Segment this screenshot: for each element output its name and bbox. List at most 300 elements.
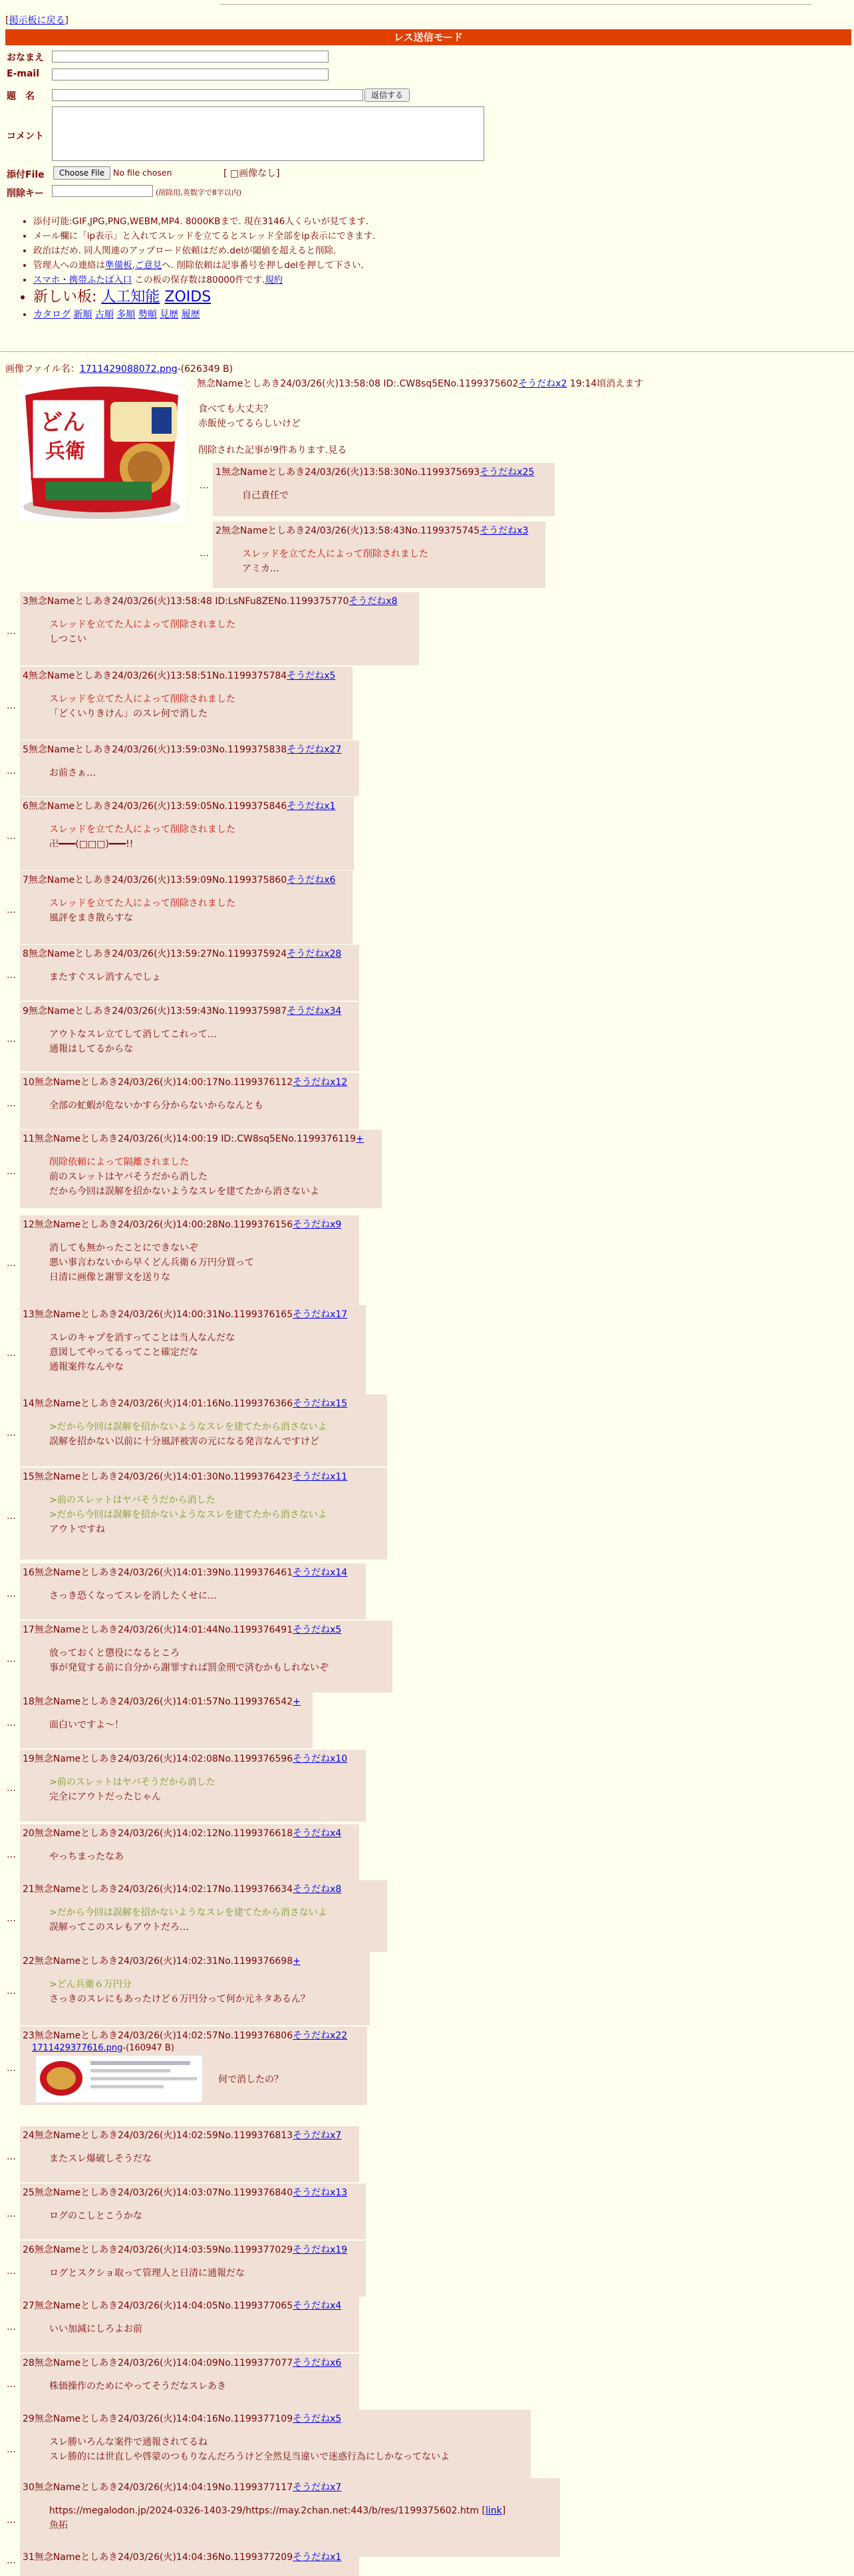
reply-body: [23, 1331, 363, 1374]
sodane-button[interactable]: そうだねx4: [293, 2301, 342, 2311]
sodane-button[interactable]: そうだねx7: [293, 2130, 342, 2141]
reply-menu-dots[interactable]: …: [7, 1986, 16, 1997]
feedback-link[interactable]: ご意見: [134, 260, 162, 271]
reply-post: [20, 1305, 366, 1396]
reply-line: またスレ爆破しそうだな: [49, 2154, 152, 2164]
name-input[interactable]: [52, 51, 329, 63]
op-file-prefix: 画像ファイル名：: [5, 364, 80, 375]
comment-textarea[interactable]: [52, 106, 484, 161]
delete-key-label: 削除キー: [7, 188, 44, 199]
sodane-button[interactable]: そうだねx6: [293, 2358, 342, 2368]
reply-header: [23, 947, 356, 961]
op-image-donbei[interactable]: [19, 375, 185, 522]
reply-line: いい加減にしろよお前: [49, 2324, 142, 2334]
reply-line: やっちまったなあ: [49, 1852, 124, 1862]
reply-header-text: 11無念Nameとしあき24/03/26(火)14:00:19 ID:.CW8sq5ENo.1199376119: [23, 1134, 356, 1144]
sodane-button[interactable]: そうだねx19: [293, 2245, 348, 2255]
reply-header: [23, 2356, 356, 2370]
reply-line: スレッドを立てた人によって削除されました: [49, 898, 235, 909]
archive-url[interactable]: https://megalodon.jp/2024-0326-1403-29/https://may.2chan.net:443/b/res/1199375602.htm: [49, 2505, 480, 2516]
reply-post: [20, 1880, 387, 1952]
reply-body: [23, 1718, 310, 1732]
sort-many-link[interactable]: 多順: [116, 309, 136, 320]
reply-header: [23, 595, 416, 608]
catalog-link[interactable]: カタログ: [33, 309, 71, 320]
reply-header-text: 25無念Nameとしあき24/03/26(火)14:03:07No.1199376840: [23, 2187, 293, 2198]
reply-menu-dots[interactable]: …: [7, 1166, 16, 1177]
reply-line: >だから今回は誤解を招かないようなスレを建てたから消さないよ: [49, 1907, 327, 1918]
sort-old-link[interactable]: 古順: [94, 309, 114, 320]
reply-line: 全部の虻蝦が危ないかすら分からないからなんとも: [49, 1100, 263, 1111]
reply-post: [20, 1130, 382, 1208]
reply-header-text: 26無念Nameとしあき24/03/26(火)14:03:59No.1199377029: [23, 2245, 293, 2255]
reply-header-text: 17無念Nameとしあき24/03/26(火)14:01:44No.1199376491: [23, 1625, 293, 1635]
reply-line: 面白いですよ〜！: [49, 1720, 124, 1730]
reply-menu-dots[interactable]: …: [7, 2266, 16, 2277]
reply-header: [215, 524, 543, 538]
reply-menu-dots[interactable]: …: [7, 831, 16, 842]
reply-header: [23, 1695, 310, 1708]
note-contact-text: 管理人への連絡は: [33, 260, 105, 271]
reply-header: [23, 1397, 384, 1410]
reply-line: アウトなスレ立てして消してこれって…: [49, 1029, 217, 1040]
reply-header: [23, 1132, 379, 1146]
sodane-button[interactable]: そうだねx5: [287, 671, 336, 681]
sodane-button[interactable]: +: [356, 1134, 364, 1144]
note-politics: • 政治はだめ. 同人関連のアップロード依頼はだめ.delが閾値を超えると削除.: [33, 243, 375, 258]
op-expire: 19:14頃消えます: [567, 379, 644, 389]
reply-post: [20, 945, 359, 1001]
op-line: 食べても大丈夫？: [198, 404, 273, 414]
svg-text:どん: どん: [40, 409, 85, 436]
reply-menu-dots[interactable]: …: [7, 2555, 16, 2566]
reply-header: [23, 743, 356, 756]
op-header-text: 無念Nameとしあき24/03/26(火)13:58:08 ID:.CW8sq5ENo.1199375602: [197, 379, 519, 389]
reply-post: [20, 1692, 313, 1748]
sodane-button[interactable]: そうだねx14: [293, 1567, 348, 1578]
reply-menu-dots[interactable]: …: [7, 2444, 16, 2455]
reply-line: スレ勝的には世直しや啓蒙のつもりなんだろうけど全然見当違いで迷惑行為にしかなってないよ: [49, 2452, 450, 2462]
sodane-button[interactable]: そうだねx9: [293, 1219, 342, 1230]
rules-link[interactable]: 規約: [265, 275, 283, 285]
sodane-button[interactable]: そうだねx27: [287, 744, 342, 755]
reply-body: [23, 1155, 379, 1199]
divider: [0, 351, 854, 352]
reply-post: [20, 2183, 366, 2239]
reply-body: [23, 2209, 363, 2223]
reply-line: ログとスクショ取って管理人と日清に通報だな: [49, 2268, 245, 2279]
sodane-button[interactable]: +: [293, 1696, 301, 1707]
comment-label: コメント: [7, 131, 44, 142]
subject-input[interactable]: [52, 89, 363, 101]
sodane-button[interactable]: そうだねx6: [287, 875, 336, 886]
sodane-button[interactable]: そうだねx8: [293, 1884, 342, 1895]
reply-header-text: 31無念Nameとしあき24/03/26(火)14:04:36No.1199377209: [23, 2552, 293, 2563]
reply-menu-dots[interactable]: …: [7, 905, 16, 915]
reply-header: [23, 2299, 356, 2313]
reply-line: またすぐスレ消すんでしょ: [49, 972, 161, 983]
reply-line: 日清に画像と謝罪文を送りな: [49, 1272, 170, 1283]
zoids-board-link[interactable]: ZOIDS: [164, 289, 212, 305]
reply-body: [215, 488, 552, 503]
reply-header: [23, 1076, 356, 1089]
reply-body: [23, 1493, 384, 1537]
reply-post: [20, 1002, 359, 1071]
reply-post: [20, 667, 353, 740]
reply-menu-dots[interactable]: …: [7, 2152, 16, 2162]
reply-header: [23, 1955, 367, 1968]
reply-header-text: 3無念Nameとしあき24/03/26(火)13:58:48 ID:LsNFu8ZENo.1199375770: [23, 596, 349, 607]
sodane-button[interactable]: そうだねx22: [293, 2030, 348, 2041]
op-file-link[interactable]: 1711429088072.png: [79, 364, 178, 375]
file-label: 添付File: [7, 170, 45, 180]
reply-post: [20, 740, 359, 796]
reply-body: [23, 1098, 356, 1113]
board-notes: [13, 214, 375, 322]
reply-link-line: https://megalodon.jp/2024-0326-1403-29/https://may.2chan.net:443/b/res/1199375602.htm [link]: [49, 2505, 506, 2516]
reply-header: [23, 2186, 363, 2199]
reply-post: [20, 1952, 370, 2025]
sodane-button[interactable]: そうだねx10: [293, 1754, 348, 1764]
reply-line: 風評をまき散らすな: [49, 913, 133, 923]
reply-menu-dots[interactable]: …: [7, 1783, 16, 1794]
sodane-button[interactable]: そうだねx5: [293, 1625, 342, 1635]
reply-line: 株価操作のためにやってそうだなスレあき: [49, 2381, 226, 2392]
reply-line: だから今回は誤解を招かないようなスレを建てたから消さないよ: [49, 1186, 319, 1197]
reply-line: お前さぁ…: [49, 768, 96, 778]
reply-post: [20, 2548, 359, 2576]
sort-new-link[interactable]: 新順: [73, 309, 92, 320]
note-sort-links: [33, 307, 375, 322]
reply-post: [20, 1073, 359, 1129]
reply-line: >前のスレットはヤバそうだから消した: [49, 1495, 215, 1506]
reply-header-text: 16無念Nameとしあき24/03/26(火)14:01:39No.1199376461: [23, 1567, 293, 1578]
reply-body: [23, 766, 356, 780]
reply-header: [23, 1470, 384, 1484]
sodane-button[interactable]: そうだねx8: [349, 596, 398, 607]
reply-header: [23, 2029, 364, 2042]
back-to-board-link[interactable]: 掲示板に戻る: [9, 15, 65, 26]
reply-menu-dots[interactable]: …: [7, 1034, 16, 1045]
reply-body: [23, 692, 350, 721]
reply-header: [23, 2129, 356, 2142]
reply-header-text: 12無念Nameとしあき24/03/26(火)14:00:28No.1199376156: [23, 1219, 293, 1230]
reply-post: [213, 463, 555, 516]
reply-body: [23, 1977, 367, 2007]
reply-post: [20, 1750, 366, 1822]
reply-line: 卍━━━(□□□)━━━!!: [49, 839, 134, 850]
reply-file-link[interactable]: 1711429377616.png: [32, 2043, 123, 2053]
reply-header-text: 4無念Nameとしあき24/03/26(火)13:58:51No.1199375784: [23, 671, 287, 681]
reply-header-text: 23無念Nameとしあき24/03/26(火)14:02:57No.1199376806: [23, 2030, 293, 2041]
reply-header-text: 29無念Nameとしあき24/03/26(火)14:04:16No.1199377109: [23, 2414, 293, 2424]
reply-menu-dots[interactable]: …: [200, 548, 209, 559]
reply-body: [23, 2266, 363, 2281]
delete-key-input[interactable]: [52, 185, 153, 197]
reply-image-row: [23, 2056, 364, 2102]
reply-header-text: 7無念Nameとしあき24/03/26(火)13:59:09No.1199375860: [23, 875, 287, 886]
reply-post: [20, 1468, 387, 1559]
reply-menu-dots[interactable]: …: [7, 970, 16, 981]
deleted-posts-note[interactable]: 削除された記事が9件あります.見る: [198, 445, 347, 456]
reply-file-size: -(160947 B): [122, 2043, 174, 2053]
reply-line: 削除依頼によって隔離されました: [49, 1157, 189, 1168]
op-file-size: -(626349 B): [177, 364, 233, 375]
reply-body: [23, 2379, 356, 2394]
reply-header-text: 2無念Nameとしあき24/03/26(火)13:58:43No.1199375745: [215, 526, 480, 536]
reply-header-text: 22無念Nameとしあき24/03/26(火)14:02:31No.1199376698: [23, 1956, 293, 1967]
reply-post: [20, 1563, 366, 1619]
reply-header-text: 5無念Nameとしあき24/03/26(火)13:59:03No.1199375838: [23, 744, 287, 755]
reply-header-text: 19無念Nameとしあき24/03/26(火)14:02:08No.1199376596: [23, 1754, 293, 1764]
note-contact: • 管理人への連絡は準備板,ご意見へ. 削除依頼は記事番号を押しdelを押して下さい.: [33, 258, 375, 273]
sort-momentum-link[interactable]: 勢順: [138, 309, 157, 320]
reply-line: スレのキャプを消すってことは当人なんだな: [49, 1333, 235, 1343]
reply-line: >どん兵衛６万円分: [49, 1979, 132, 1990]
sodane-button[interactable]: そうだねx25: [480, 467, 535, 478]
reply-header-text: 18無念Nameとしあき24/03/26(火)14:01:57No.1199376542: [23, 1696, 293, 1707]
reply-header-text: 21無念Nameとしあき24/03/26(火)14:02:17No.1199376634: [23, 1884, 293, 1895]
reply-line: スレ勝いろんな案件で通報されてるね: [49, 2437, 208, 2448]
reply-line: 誤解を招かない以前に十分風評被害の元になる発言なんですけど: [49, 1436, 319, 1447]
sodane-button[interactable]: そうだねx28: [287, 949, 342, 959]
reply-menu-dots[interactable]: …: [7, 2379, 16, 2390]
reply-body: [23, 1589, 363, 1603]
reply-body: [23, 617, 416, 647]
reply-body: [23, 1850, 356, 1864]
reply-body: [23, 896, 350, 925]
sodane-button[interactable]: +: [293, 1956, 301, 1967]
reply-menu-dots[interactable]: …: [7, 2515, 16, 2525]
reply-header-text: 15無念Nameとしあき24/03/26(火)14:01:30No.1199376423: [23, 1472, 293, 1482]
reply-post: [20, 1215, 359, 1306]
sodane-button[interactable]: そうだねx5: [293, 2414, 342, 2424]
sodane-button[interactable]: そうだねx17: [293, 1309, 348, 1320]
reply-post: [20, 2026, 367, 2105]
reply-line: 自己責任で: [242, 490, 289, 501]
name-label: おなまえ: [7, 53, 44, 63]
reply-header-text: 28無念Nameとしあき24/03/26(火)14:04:09No.1199377077: [23, 2358, 293, 2368]
reply-body: [23, 2152, 356, 2166]
reply-header: [23, 1005, 356, 1018]
reply-body: [23, 2503, 557, 2533]
reply-menu-dots[interactable]: …: [7, 2322, 16, 2333]
reply-post: [20, 1824, 359, 1880]
reply-line: >だから今回は誤解を招かないようなスレを建てたから消さないよ: [49, 1422, 327, 1432]
reply-header-text: 30無念Nameとしあき24/03/26(火)14:04:19No.1199377117: [23, 2482, 293, 2493]
reply-menu-dots[interactable]: …: [200, 480, 209, 491]
reply-header-text: 24無念Nameとしあき24/03/26(火)14:02:59No.1199376813: [23, 2130, 293, 2141]
email-label: E-mail: [7, 69, 40, 79]
reply-menu-dots[interactable]: …: [7, 1850, 16, 1860]
reply-menu-dots[interactable]: …: [7, 1098, 16, 1109]
submit-button[interactable]: 返信する: [364, 88, 410, 102]
reply-header-text: 1無念Nameとしあき24/03/26(火)13:58:30No.1199375693: [215, 467, 480, 478]
reply-header: [23, 1623, 390, 1637]
reply-header-text: 14無念Nameとしあき24/03/26(火)14:01:16No.1199376366: [23, 1398, 293, 1409]
sodane-button[interactable]: そうだねx1: [293, 2552, 342, 2563]
reply-post: [20, 2410, 531, 2484]
no-file-text: No file chosen: [113, 168, 172, 178]
reply-post: [20, 2478, 560, 2557]
reply-body: [23, 1241, 356, 1285]
top-rule: [219, 4, 811, 5]
reply-menu-dots[interactable]: …: [7, 1258, 16, 1269]
op-sodane-button[interactable]: そうだねx2: [518, 379, 567, 389]
form-title: レス送信モード: [5, 29, 851, 45]
reply-line: ログのこしとこうかな: [49, 2211, 142, 2221]
sodane-button[interactable]: そうだねx11: [293, 1472, 348, 1482]
reply-post: [20, 871, 353, 944]
reply-post: [20, 1394, 387, 1466]
op-body: [198, 402, 347, 458]
sodane-button[interactable]: そうだねx4: [293, 1828, 342, 1839]
reply-header: [23, 1566, 363, 1579]
reply-header: [215, 466, 552, 479]
reply-body: [23, 1905, 384, 1935]
reply-line: 前のスレットはヤバそうだから消した: [49, 1172, 208, 1182]
reply-body: [23, 2322, 356, 2336]
op-header: [197, 377, 643, 390]
sodane-button[interactable]: そうだねx7: [293, 2482, 342, 2493]
reply-file-line: [23, 2042, 364, 2054]
link-button[interactable]: link: [485, 2505, 502, 2516]
reply-header: [23, 1752, 363, 1766]
reply-header: [23, 1218, 356, 1231]
reply-header-text: 13無念Nameとしあき24/03/26(火)14:00:31No.1199376165: [23, 1309, 293, 1320]
subject-label: 題 名: [7, 91, 35, 102]
reply-line: 「どくいりきけん」のスレ何で消した: [49, 709, 208, 719]
reply-header-text: 27無念Nameとしあき24/03/26(火)14:04:05No.1199377065: [23, 2301, 293, 2311]
reply-menu-dots[interactable]: …: [7, 766, 16, 776]
reply-body: [23, 1646, 390, 1675]
reply-header: [23, 1827, 356, 1840]
reply-line: 悪い事言わないから早くどん兵衛６万円分買って: [49, 1257, 254, 1268]
reply-post: [20, 797, 354, 870]
reply-line: 通報案件なんやな: [49, 1362, 124, 1372]
reply-menu-dots[interactable]: …: [7, 1589, 16, 1599]
sodane-button[interactable]: そうだねx34: [287, 1006, 342, 1017]
reply-line: >だから今回は誤解を招かないようなスレを建てたから消さないよ: [49, 1510, 327, 1520]
history-link[interactable]: 履歴: [181, 309, 200, 320]
reply-menu-dots[interactable]: …: [7, 1913, 16, 1924]
reply-header: [23, 1883, 384, 1896]
reply-line: さっきのスレにもあったけど６万円分って何か元ネタあるん？: [49, 1994, 310, 2005]
mobile-entrance-link[interactable]: スマホ・携帯ふたば入口: [33, 275, 132, 285]
note-ip: • メール欄に「ip表示」と入れてスレッドを立てるとスレッド全部をip表示にできます.: [33, 229, 375, 243]
reply-header-text: 8無念Nameとしあき24/03/26(火)13:59:27No.1199375924: [23, 949, 287, 959]
reply-post: [20, 2354, 359, 2410]
note-contact-text-2: へ. 削除依頼は記事番号を押しdelを押して下さい.: [162, 260, 364, 271]
reply-line: さっき恐くなってスレを消したくせに…: [49, 1591, 217, 1601]
reply-line: 放っておくと懲役になるところ: [49, 1648, 180, 1659]
reply-body: [23, 1027, 356, 1056]
reply-line: 意図してやってるってこと確定だな: [49, 1347, 198, 1358]
email-input[interactable]: [52, 69, 329, 80]
reply-line: 事が発覚する前に自分から謝罪すれば罰金刑で済むかもしれないぞ: [49, 1663, 329, 1673]
reply-body: [23, 970, 356, 985]
reply-header-text: 20無念Nameとしあき24/03/26(火)14:02:12No.1199376618: [23, 1828, 293, 1839]
prep-board-link[interactable]: 準備板: [105, 260, 132, 271]
reply-line: スレッドを立てた人によって削除されました: [49, 824, 235, 835]
reply-post: [213, 522, 545, 588]
reply-line: スレッドを立てた人によって削除されました: [242, 549, 428, 560]
reply-header: [23, 2551, 356, 2564]
reply-header-text: 10無念Nameとしあき24/03/26(火)14:00:17No.1199376112: [23, 1077, 293, 1088]
reply-line: 魚拓: [49, 2520, 68, 2531]
reply-post: [20, 2241, 366, 2297]
reply-body: [23, 1420, 384, 1449]
op-file-line: [5, 362, 233, 375]
reply-line: 何で消したの？: [218, 2074, 283, 2085]
reply-header: [23, 2243, 363, 2257]
reply-menu-dots[interactable]: …: [7, 701, 16, 711]
reply-line: しつこい: [49, 634, 86, 645]
sodane-button[interactable]: そうだねx13: [293, 2187, 348, 2198]
reply-line: 完全にアウトだったじゃん: [49, 1792, 161, 1802]
reply-line: >前のスレットはヤバそうだから消した: [49, 1777, 215, 1788]
reply-header-text: 6無念Nameとしあき24/03/26(火)13:59:05No.1199375846: [23, 801, 287, 812]
view-history-link[interactable]: 見歴: [160, 309, 179, 320]
reply-menu-dots[interactable]: …: [7, 2063, 16, 2074]
svg-text:兵衛: 兵衛: [45, 440, 85, 463]
sodane-button[interactable]: そうだねx12: [293, 1077, 348, 1088]
reply-header: [23, 2412, 528, 2426]
new-boards-label: 新しい板:: [33, 289, 102, 305]
reply-post: [20, 1621, 392, 1692]
reply-menu-dots[interactable]: …: [7, 626, 16, 637]
back-link-wrap: [掲示板に戻る]: [5, 15, 69, 26]
reply-line: アミカ…: [242, 564, 279, 574]
sodane-button[interactable]: そうだねx3: [480, 526, 529, 536]
reply-header: [23, 1308, 363, 1321]
reply-header: [23, 874, 350, 887]
sodane-button[interactable]: そうだねx1: [287, 801, 336, 812]
reply-line: スレッドを立てた人によって削除されました: [49, 694, 235, 705]
reply-menu-dots[interactable]: …: [7, 1428, 16, 1438]
note-formats: • 添付可能:GIF,JPG,PNG,WEBM,MP4. 8000KBまで. 現在3146人くらいが見てます.: [33, 214, 375, 229]
reply-body: [215, 547, 543, 576]
no-image-checkbox[interactable]: [ □画像なし]: [223, 168, 280, 179]
reply-header-text: 9無念Nameとしあき24/03/26(火)13:59:43No.1199375987: [23, 1006, 287, 1017]
reply-post: [20, 2297, 359, 2352]
op-line: 赤飯使ってるらしいけど: [198, 418, 301, 429]
reply-menu-dots[interactable]: …: [7, 1511, 16, 1522]
choose-file-button[interactable]: Choose File: [53, 166, 110, 180]
ai-board-link[interactable]: 人工知能: [101, 289, 160, 305]
reply-header: [23, 669, 350, 683]
reply-thumbnail-image[interactable]: [36, 2056, 202, 2102]
reply-header: [23, 2481, 557, 2494]
reply-post: [20, 2126, 359, 2182]
reply-menu-dots[interactable]: …: [7, 2209, 16, 2219]
delete-key-note: (削除用,英数字で8字以内): [156, 188, 242, 197]
reply-menu-dots[interactable]: …: [7, 1654, 16, 1665]
note-storage: この板の保存数は80000件です.: [132, 275, 265, 285]
reply-line: 消しても無かったことにできないぞ: [49, 1243, 198, 1253]
reply-menu-dots[interactable]: …: [7, 1718, 16, 1728]
reply-post: [20, 592, 419, 665]
reply-line: スレッドを立てた人によって削除されました: [49, 619, 235, 630]
reply-body: [23, 2435, 528, 2464]
note-new-boards: [33, 287, 375, 307]
reply-body: [23, 822, 351, 852]
reply-line: 誤解ってこのスレもアウトだろ…: [49, 1922, 189, 1933]
reply-menu-dots[interactable]: …: [7, 1348, 16, 1359]
sodane-button[interactable]: そうだねx15: [293, 1398, 348, 1409]
reply-header: [23, 800, 351, 813]
note-mobile: [33, 273, 375, 287]
